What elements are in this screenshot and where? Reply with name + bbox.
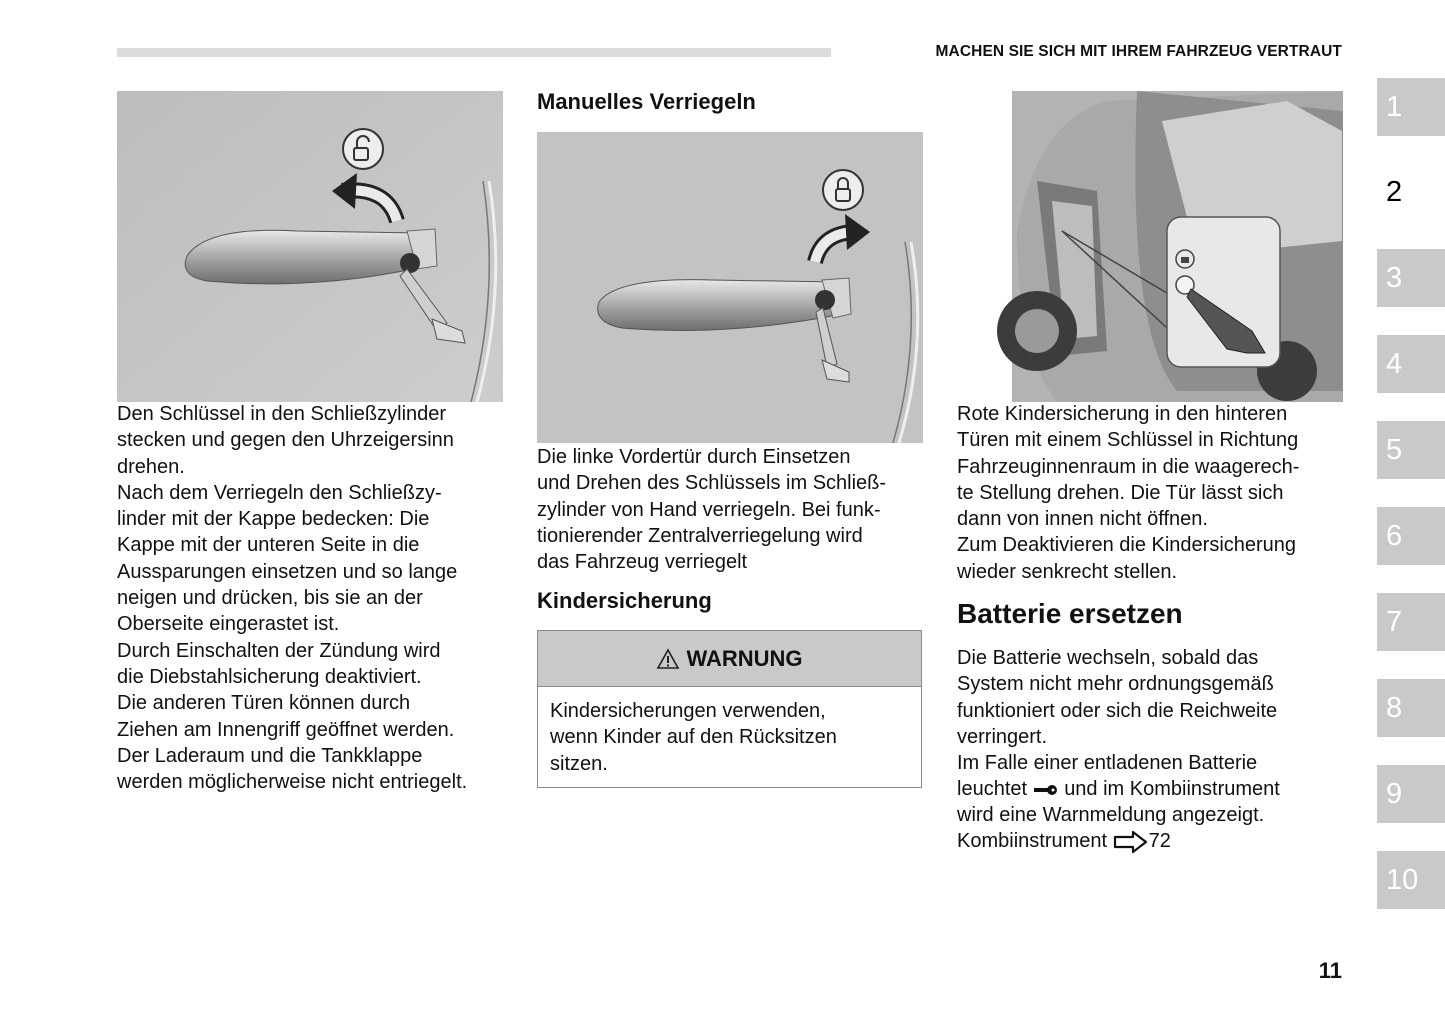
arrow-reference-icon <box>1113 830 1149 854</box>
chapter-tab-2[interactable]: 2 <box>1377 163 1445 221</box>
reference-label: Kombiinstrument <box>957 830 1108 852</box>
warning-text: Kindersicherungen verwenden, wenn Kinder auf den Rücksitzen sitzen. <box>550 700 837 775</box>
door-handle-unlock-illustration <box>117 91 503 402</box>
cross-reference[interactable] <box>957 828 1352 854</box>
page-number: 11 <box>1318 958 1342 983</box>
chapter-tab-6[interactable]: 6 <box>1377 507 1445 565</box>
chapter-tab-7[interactable]: 7 <box>1377 593 1445 651</box>
child-lock-heading: Kindersicherung <box>537 588 712 613</box>
battery-text: Die Batterie wechseln, sobald das System nicht mehr ordnungsgemäß funktioniert oder sich die Reichweite verringert. Im Falle einer entladenen Batterie <box>957 647 1278 775</box>
warning-box <box>537 630 922 788</box>
lock-icon <box>823 170 863 210</box>
chapter-tab-9[interactable]: 9 <box>1377 765 1445 823</box>
child-lock-instructions: Rote Kindersicherung in den hinteren Türen mit einem Schlüssel in Richtung Fahrzeuginnenraum in die waagerech- te Stellung drehen. Die Tür lässt sich dann von innen nicht öffnen. Zum Deaktivieren die Kindersicherung wieder senkrecht stellen. <box>957 403 1300 583</box>
battery-replace-heading: Batterie ersetzen <box>957 598 1183 629</box>
chapter-tab-10[interactable]: 10 <box>1377 851 1445 909</box>
battery-text-lights: leuchtet <box>957 778 1028 800</box>
warning-triangle-icon <box>656 648 680 670</box>
warning-header <box>538 631 921 687</box>
warning-title: WARNUNG <box>686 645 803 671</box>
battery-indicator-line <box>957 776 1352 802</box>
header-rule <box>117 48 831 57</box>
manual-locking-text: Die linke Vordertür durch Einsetzen und Drehen des Schlüssels im Schließ- zylinder von Hand verriegeln. Bei funk- tionierender Zentralverriegelung wird das Fahrzeug verriegelt <box>537 446 887 574</box>
key-icon <box>1033 784 1059 796</box>
battery-text-instrument: und im Kombiinstrument <box>1064 778 1280 800</box>
rear-door-child-lock-illustration <box>957 91 1343 402</box>
chapter-tab-3[interactable]: 3 <box>1377 249 1445 307</box>
chapter-title: MACHEN SIE SICH MIT IHREM FAHRZEUG VERTRAUT <box>935 43 1342 60</box>
reference-page: 72 <box>1148 830 1171 852</box>
manual-locking-heading: Manuelles Verriegeln <box>537 89 756 114</box>
unlock-instructions: Den Schlüssel in den Schließzylinder stecken und gegen den Uhrzeigersinn drehen. Nach dem Verriegeln den Schließzy- linder mit der Kappe bedecken: Die Kappe mit der unteren Seite in die Aussparungen einsetzen und so lange neigen und drücken, bis sie an der Oberseite eingerastet ist. Durch Einschalten der Zündung wird die Diebstahlsicherung deaktiviert. Die anderen Türen können durch Ziehen am Innengriff geöffnet werden. Der Laderaum und die Tankklappe werden möglicherweise nicht entriegelt. <box>117 403 468 794</box>
battery-warning-line: wird eine Warnmeldung angezeigt. <box>957 804 1265 826</box>
unlock-icon <box>343 129 383 169</box>
chapter-tab-1[interactable]: 1 <box>1377 78 1445 136</box>
chapter-tab-8[interactable]: 8 <box>1377 679 1445 737</box>
chapter-tab-4[interactable]: 4 <box>1377 335 1445 393</box>
chapter-tab-5[interactable]: 5 <box>1377 421 1445 479</box>
door-handle-lock-illustration <box>537 132 923 443</box>
